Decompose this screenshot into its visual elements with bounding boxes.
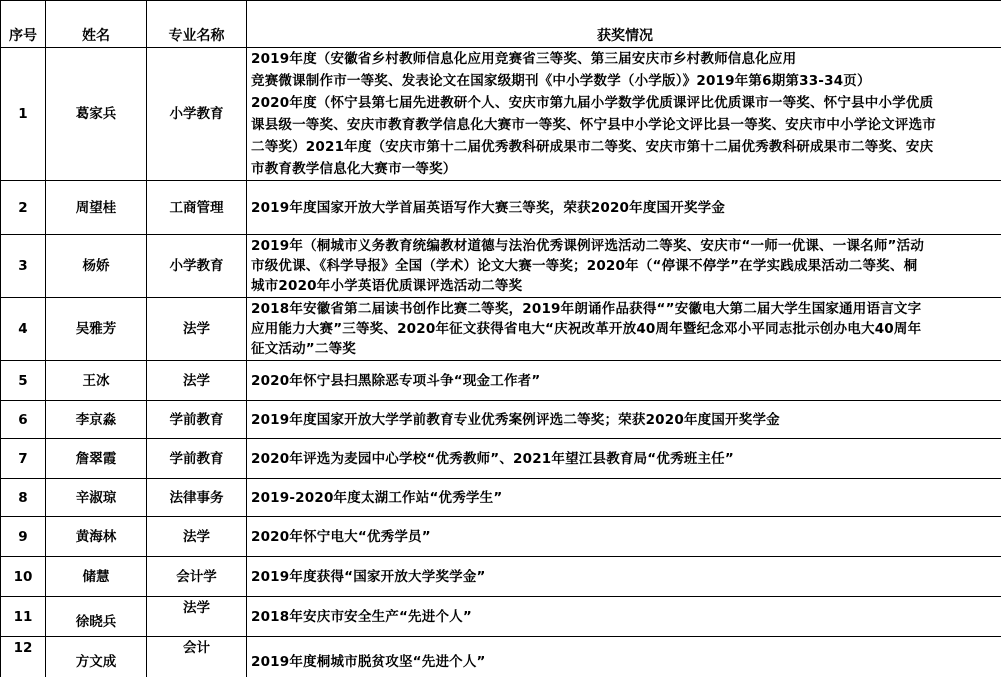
- table-row: [1, 597, 1001, 637]
- header-awards: 获奖情况: [247, 1, 1001, 48]
- row-no: 5: [1, 361, 46, 401]
- row-awards: [247, 401, 1001, 439]
- row-no: 3: [1, 235, 46, 298]
- row-no: 7: [1, 439, 46, 479]
- award-line: 应用能力大赛”三等奖、2020年征文获得省电大“庆祝改革开放40周年暨纪念邓小平同志批示创办电大40周年: [251, 319, 999, 339]
- row-no: 6: [1, 401, 46, 439]
- row-awards: [247, 637, 1001, 677]
- row-no: 1: [1, 48, 46, 181]
- row-major: 法学: [147, 517, 247, 557]
- award-line: 城市2020年小学英语优质课评选活动二等奖: [251, 276, 999, 296]
- row-no: 10: [1, 557, 46, 597]
- award-line: 2020年评选为麦园中心学校“优秀教师”、2021年望江县教育局“优秀班主任”: [251, 448, 999, 470]
- row-no: 8: [1, 479, 46, 517]
- table-row: [1, 361, 1001, 401]
- row-major: 学前教育: [147, 439, 247, 479]
- row-major: 法学: [147, 361, 247, 401]
- award-line: 2018年安徽省第二届读书创作比赛二等奖，2019年朗诵作品获得“”安徽电大第二届大学生国家通用语言文字: [251, 299, 999, 319]
- row-name: 王冰: [46, 361, 147, 401]
- row-name: 李京淼: [46, 401, 147, 439]
- award-line: 2019年度（安徽省乡村教师信息化应用竞赛省三等奖、第三届安庆市乡村教师信息化应用: [251, 48, 999, 70]
- row-name: 周望桂: [46, 181, 147, 235]
- row-name: [46, 637, 147, 677]
- row-major: 法学: [147, 597, 247, 637]
- award-line: 课县级一等奖、安庆市教育教学信息化大赛市一等奖、怀宁县中小学论文评比县一等奖、安庆市中小学论文评选市: [251, 114, 999, 136]
- award-line: 2019年（桐城市义务教育统编教材道德与法治优秀课例评选活动二等奖、安庆市“一师一优课、一课名师”活动: [251, 236, 999, 256]
- row-awards: [247, 517, 1001, 557]
- row-major: 法学: [147, 298, 247, 361]
- table-row: [1, 48, 1001, 181]
- table-row: [1, 401, 1001, 439]
- award-line: 市教育教学信息化大赛市一等奖）: [251, 158, 999, 180]
- table-row: [1, 235, 1001, 298]
- row-name: 储慧: [46, 557, 147, 597]
- row-awards: [247, 298, 1001, 361]
- row-name: 吴雅芳: [46, 298, 147, 361]
- header-name: 姓名: [46, 1, 147, 48]
- row-awards: [247, 235, 1001, 298]
- award-line: 2019年度国家开放大学学前教育专业优秀案例评选二等奖；荣获2020年度国开奖学金: [251, 409, 999, 431]
- header-no: 序号: [1, 1, 46, 48]
- row-name: 杨娇: [46, 235, 147, 298]
- row-no: 4: [1, 298, 46, 361]
- row-major: 小学教育: [147, 48, 247, 181]
- award-line: 征文活动”二等奖: [251, 339, 999, 359]
- row-awards: [247, 48, 1001, 181]
- row-name-text: 徐晓兵: [76, 611, 117, 633]
- award-line: 2020年度（怀宁县第七届先进教研个人、安庆市第九届小学数学优质课评比优质课市一等奖、怀宁县中小学优质: [251, 92, 999, 114]
- row-major: 会计: [147, 637, 247, 677]
- award-line: 2019年度桐城市脱贫攻坚“先进个人”: [251, 651, 486, 673]
- row-no: 2: [1, 181, 46, 235]
- row-name-text: 方文成: [76, 651, 117, 673]
- award-line: 市级优课、《科学导报》全国（学术）论文大赛一等奖；2020年（“停课不停学”在学实践成果活动二等奖、桐: [251, 256, 999, 276]
- row-awards: [247, 557, 1001, 597]
- row-name: 黄海林: [46, 517, 147, 557]
- award-line: 2019年度获得“国家开放大学奖学金”: [251, 566, 999, 588]
- table-row: [1, 479, 1001, 517]
- table-row: [1, 181, 1001, 235]
- table-row: [1, 298, 1001, 361]
- row-no: 9: [1, 517, 46, 557]
- award-line: 2020年怀宁县扫黑除恶专项斗争“现金工作者”: [251, 370, 999, 392]
- award-line: 2019年度国家开放大学首届英语写作大赛三等奖，荣获2020年度国开奖学金: [251, 197, 999, 219]
- row-major: 学前教育: [147, 401, 247, 439]
- table-row: [1, 557, 1001, 597]
- row-major: 法律事务: [147, 479, 247, 517]
- table-row: [1, 517, 1001, 557]
- row-awards: [247, 597, 1001, 637]
- row-name: 葛家兵: [46, 48, 147, 181]
- row-major: 会计学: [147, 557, 247, 597]
- row-no: 12: [1, 637, 46, 677]
- header-major: 专业名称: [147, 1, 247, 48]
- row-name: 辛淑琼: [46, 479, 147, 517]
- award-line: 2020年怀宁电大“优秀学员”: [251, 526, 999, 548]
- row-awards: [247, 479, 1001, 517]
- award-line: 二等奖）2021年度（安庆市第十二届优秀教科研成果市二等奖、安庆市第十二届优秀教科研成果市二等奖、安庆: [251, 136, 999, 158]
- row-awards: [247, 439, 1001, 479]
- row-awards: [247, 181, 1001, 235]
- header-row: [1, 1, 1001, 48]
- row-no: 11: [1, 597, 46, 637]
- row-major: 小学教育: [147, 235, 247, 298]
- row-name: [46, 597, 147, 637]
- table-row: [1, 439, 1001, 479]
- award-line: 2019-2020年度太湖工作站“优秀学生”: [251, 487, 999, 509]
- row-awards: [247, 361, 1001, 401]
- table-row: [1, 637, 1001, 677]
- row-name: 詹翠霞: [46, 439, 147, 479]
- award-line: 2018年安庆市安全生产“先进个人”: [251, 606, 999, 628]
- award-line: 竞赛微课制作市一等奖、发表论文在国家级期刊《中小学数学（小学版）》2019年第6期第33-34页）: [251, 70, 999, 92]
- row-major: 工商管理: [147, 181, 247, 235]
